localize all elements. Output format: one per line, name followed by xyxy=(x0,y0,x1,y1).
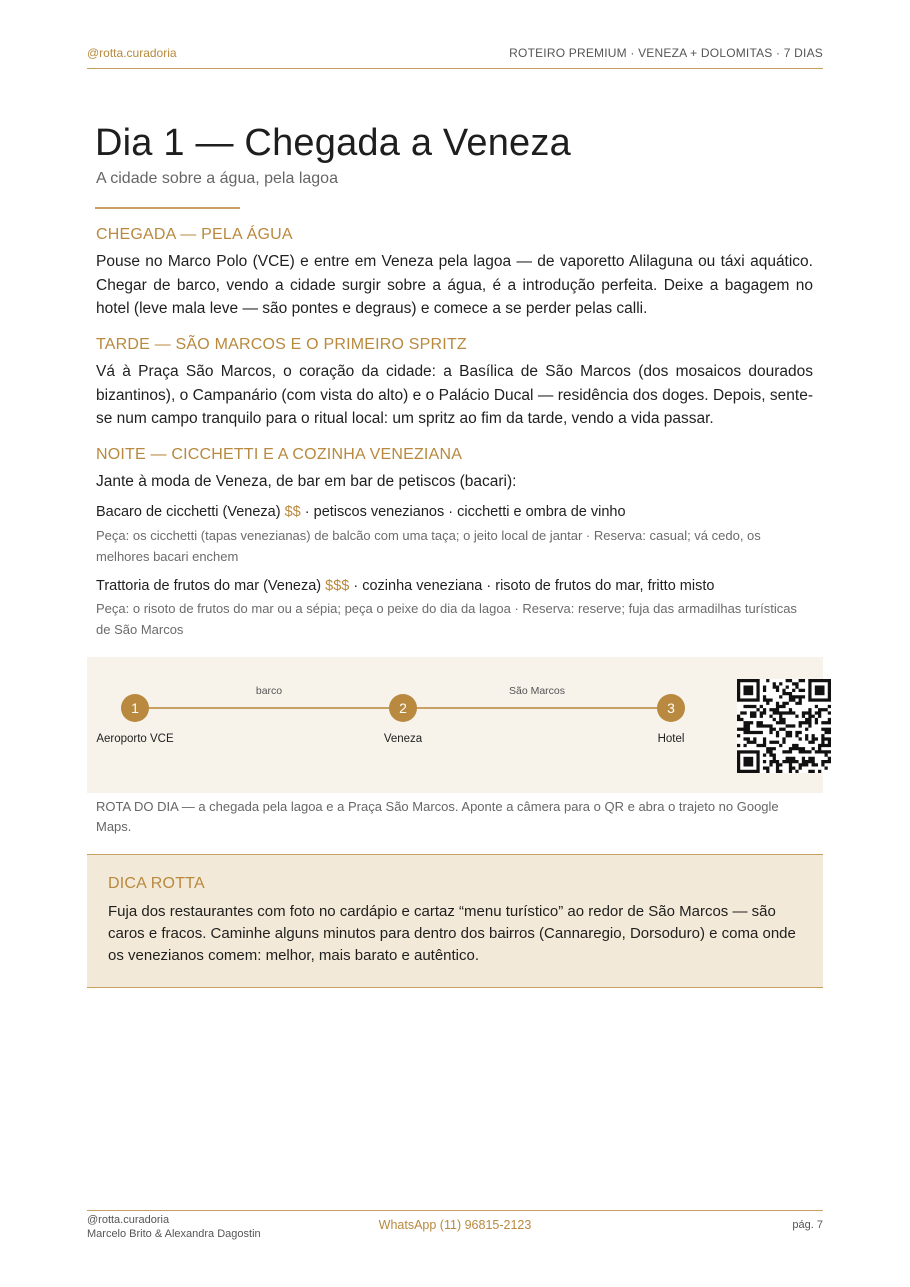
title-divider xyxy=(95,207,240,209)
route-stop-2-label: Veneza xyxy=(383,733,423,745)
page-header xyxy=(87,46,823,69)
restaurant-2-price: $$$ xyxy=(325,578,350,594)
restaurant-2-note: Peça: o risoto de frutos do mar ou a sépia; peça o peixe do dia da lagoa · Reserva: reserve; fuja das armadilhas turísticas de São Marcos xyxy=(96,601,797,637)
header-doc-title: ROTEIRO PREMIUM · VENEZA + DOLOMITAS · 7 DIAS xyxy=(509,46,823,60)
section-heading-night: NOITE — CICCHETTI E A COZINHA VENEZIANA xyxy=(96,446,463,463)
section-heading-arrival: CHEGADA — PELA ÁGUA xyxy=(96,226,293,243)
section-heading-afternoon: TARDE — SÃO MARCOS E O PRIMEIRO SPRITZ xyxy=(96,336,467,353)
section-text-afternoon: Vá à Praça São Marcos, o coração da cidade: a Basílica de São Marcos (dos mosaicos dourados bizantinos), o Campanário (com vista do alto) e o Palácio Ducal — residência dos doges. Depois, sente-se num campo tranquilo para o ritual local: um spritz ao fim da tarde, vendo a vida passar. xyxy=(96,363,813,427)
footer-whatsapp-link[interactable]: WhatsApp (11) 96815-2123 xyxy=(378,1218,532,1232)
footer-handle: @rotta.curadoria xyxy=(87,1214,170,1226)
restaurant-1 xyxy=(96,504,626,520)
page-footer xyxy=(87,1210,823,1251)
route-stop-3-marker: 3 xyxy=(657,694,685,722)
restaurant-1-name: Bacaro de cicchetti (Veneza) xyxy=(96,504,281,520)
footer-authors: Marcelo Brito & Alexandra Dagostin xyxy=(87,1228,261,1240)
header-handle: @rotta.curadoria xyxy=(87,46,177,60)
restaurant-2 xyxy=(96,578,714,594)
restaurant-2-desc: · cozinha veneziana · risoto de frutos do mar, fritto misto xyxy=(349,578,715,594)
tip-box xyxy=(87,854,823,988)
route-stop-3-label: Hotel xyxy=(657,733,685,745)
restaurant-1-note: Peça: os cicchetti (tapas venezianas) de balcão com uma taça; o jeito local de jantar · Reserva: casual; vá cedo, os melhores bacari enchem xyxy=(96,528,761,564)
restaurant-1-price: $$ xyxy=(284,504,301,520)
route-leg-label-2: São Marcos xyxy=(508,685,566,697)
route-caption: ROTA DO DIA — a chegada pela lagoa e a Praça São Marcos. Aponte a câmera para o QR e abra o trajeto no Google Maps. xyxy=(96,799,779,834)
route-stop-2-marker: 2 xyxy=(389,694,417,722)
section-text-night: Jante à moda de Veneza, de bar em bar de petiscos (bacari): xyxy=(96,473,517,490)
qr-code[interactable] xyxy=(737,679,831,773)
route-leg-label-1: barco xyxy=(255,685,283,697)
restaurant-1-desc: · petiscos venezianos · cicchetti e ombra de vinho xyxy=(300,504,626,520)
route-map-box xyxy=(87,657,823,793)
page-title: Dia 1 — Chegada a Veneza xyxy=(95,122,571,164)
page-subtitle: A cidade sobre a água, pela lagoa xyxy=(96,170,338,187)
qr-code-graphic xyxy=(737,679,831,773)
route-stop-1-label: Aeroporto VCE xyxy=(96,733,174,745)
tip-title: DICA ROTTA xyxy=(108,875,205,892)
restaurant-2-name: Trattoria de frutos do mar (Veneza) xyxy=(96,578,322,594)
page-number: pág. 7 xyxy=(792,1219,823,1231)
route-stop-1-marker: 1 xyxy=(121,694,149,722)
section-text-arrival: Pouse no Marco Polo (VCE) e entre em Veneza pela lagoa — de vaporetto Alilaguna ou táxi aquático. Chegar de barco, vendo a cidade surgir sobre a água, é a introdução perfeita. Deixe a bagagem no hotel (leve mala leve — são pontes e degraus) e comece a se perder pelas calli. xyxy=(96,253,813,317)
tip-text: Fuja dos restaurantes com foto no cardápio e cartaz “menu turístico” ao redor de São Marcos — são caros e fracos. Caminhe alguns minutos para dentro dos bairros (Cannaregio, Dorsoduro) e coma onde os venezianos comem: melhor, mais barato e autêntico. xyxy=(108,903,796,964)
